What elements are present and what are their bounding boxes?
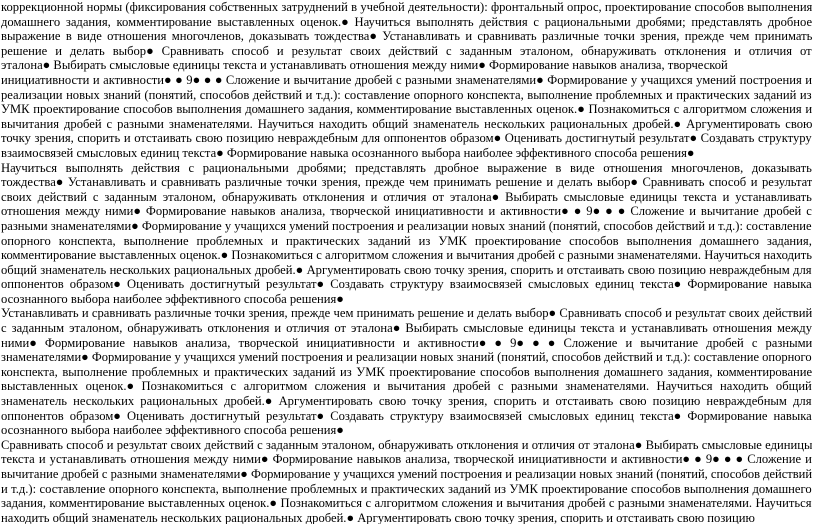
text-line: с заданным эталоном, обнаруживать отклонения и отличия от эталона● Выбирать смысловые единицы текста и устанавливать отношения между (1, 321, 812, 336)
text-line: коррекционной нормы (фиксирования собственных затруднений в учебной деятельности): фронтальный опрос, проектирование способов выполнения (1, 0, 812, 14)
text-line: эталона● Выбирать смысловые единицы текста и устанавливать отношения между ними● Формирование навыков анализа, творческой (1, 58, 728, 73)
text-line: знаменателями● Формирование у учащихся умений построения и реализации новых знаний (понятий, способов действий и т.д.): составление опорного (1, 350, 812, 365)
text-line: и т.д.): составление опорного конспекта, выполнение проблемных и практических заданий из УМК проектирование способов выполнения домашнего (1, 481, 812, 496)
text-line: знаменатель нескольких рациональных дробей.● Аргументировать свою точку зрения, спорить и отстаивать свою позицию невраждебным для (1, 394, 812, 409)
text-line: осознанного выбора наиболее эффективного способа решения● (1, 291, 344, 306)
text-line: выставленных оценок.● Познакомиться с алгоритмом сложения и вычитания дробей с разными знаменателями. Научиться находить общий (1, 379, 812, 394)
text-line: комментирование выставленных оценок.● Познакомиться с алгоритмом сложения и вычитания дробей с разными знаменателями. Научиться находить (1, 248, 812, 263)
text-line: вычитание дробей с разными знаменателями● Формирование у учащихся умений построения и реализации новых знаний (понятий, способов действий (1, 467, 812, 481)
text-line: УМК проектирование способов выполнения домашнего задания, комментирование выставленных оценок.● Познакомиться с алгоритмом сложения и (1, 102, 812, 117)
text-line: Устанавливать и сравнивать различные точки зрения, прежде чем принимать решение и делать выбор● Сравнивать способ и результат своих действий (1, 306, 812, 321)
text-line: разными знаменателями● Формирование у учащихся умений построения и реализации новых знаний (понятий, способов действий и т.д.): составление (1, 218, 812, 233)
text-line: находить общий знаменатель нескольких рациональных дробей.● Аргументировать свою точку зрения, спорить и отстаивать свою позицию (1, 510, 755, 524)
text-line: ними● Формирование навыков анализа, творческой инициативности и активности● ● 9● ● ● Сложение и вычитание дробей с разными (1, 335, 812, 350)
text-line: оппонентов образом● Оценивать достигнутый результат● Создавать структуру взаимосвязей смысловых единиц текста● Формирование навыка (1, 408, 812, 423)
text-line: конспекта, выполнение проблемных и практических заданий из УМК проектирование способов выполнения домашнего задания, комментирование (1, 364, 812, 379)
text-line: взаимосвязей смысловых единиц текста● Формирование навыка осознанного выбора наиболее эффективного способа решения● (1, 145, 695, 160)
text-line: Сравнивать способ и результат своих действий с заданным эталоном, обнаруживать отклонения и отличия от эталона● Выбирать смысловые единицы (1, 437, 812, 452)
paragraph (1, 438, 812, 524)
text-line: выражение в виде отношения многочленов, доказывать тождества● Устанавливать и сравнивать различные точки зрения, прежде чем принимать (1, 29, 812, 44)
text-line: оппонентов образом● Оценивать достигнутый результат● Создавать структуру взаимосвязей смысловых единиц текста● Формирование навыка (1, 277, 812, 292)
text-line: Научиться выполнять действия с рациональными дробями; представлять дробное выражение в виде отношения многочленов, доказывать (1, 160, 812, 175)
text-line: текста и устанавливать отношения между ними● Формирование навыков анализа, творческой инициативности и активности● ● 9● ● ● Сложение и (1, 452, 812, 467)
text-line: реализации новых знаний (понятий, способов действий и т.д.): составление опорного конспекта, выполнение проблемных и практических заданий из (1, 87, 812, 102)
text-line: своих действий с заданным эталоном, обнаруживать отклонения и отличия от эталона● Выбирать смысловые единицы текста и устанавливать (1, 189, 812, 204)
text-line: тождества● Устанавливать и сравнивать различные точки зрения, прежде чем принимать решение и делать выбор● Сравнивать способ и результат (1, 175, 812, 190)
text-line: опорного конспекта, выполнение проблемных и практических заданий из УМК проектирование способов выполнения домашнего задания, (1, 233, 812, 248)
text-line: задания, комментирование выставленных оценок.● Познакомиться с алгоритмом сложения и вычитания дробей с разными знаменателями. Научиться (1, 496, 812, 511)
paragraph (1, 0, 812, 161)
paragraph (1, 306, 812, 437)
text-line: общий знаменатель нескольких рациональных дробей.● Аргументировать свою точку зрения, спорить и отстаивать свою позицию невраждебным для (1, 262, 812, 277)
text-line: инициативности и активности● ● 9● ● ● Сложение и вычитание дробей с разными знаменателями● Формирование у учащихся умений построения и (1, 72, 812, 87)
text-line: решение и делать выбор● Сравнивать способ и результат своих действий с заданным эталоном, обнаруживать отклонения и отличия от (1, 43, 812, 58)
text-line: вычитания дробей с разными знаменателями. Научиться находить общий знаменатель нескольких рациональных дробей.● Аргументировать свою (1, 116, 812, 131)
text-line: отношения между ними● Формирование навыков анализа, творческой инициативности и активности● ● 9● ● ● Сложение и вычитание дробей с (1, 204, 812, 219)
text-line: осознанного выбора наиболее эффективного способа решения● (1, 423, 344, 438)
paragraph (1, 161, 812, 307)
text-line: домашнего задания, комментирование выставленных оценок.● Научиться выполнять действия с рациональными дробями; представлять дробное (1, 14, 812, 29)
text-line: точку зрения, спорить и отстаивать свою позицию невраждебным для оппонентов образом● Оценивать достигнутый результат● Создавать структуру (1, 131, 812, 146)
